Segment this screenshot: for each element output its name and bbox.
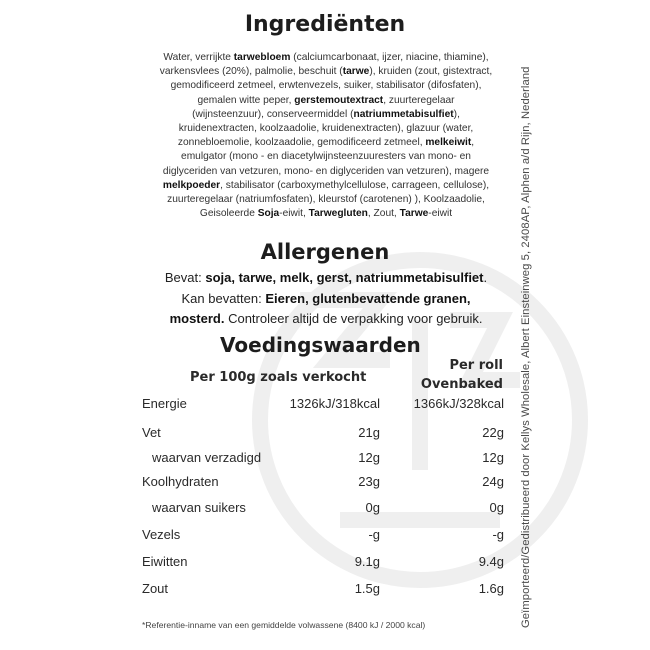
text-line: [134, 179, 518, 193]
value-per-100g: 0g: [365, 500, 380, 515]
text-line: [134, 94, 518, 108]
value-per-100g: 23g: [358, 474, 380, 489]
text-segment: (calciumcarbonaat, ijzer, niacine, thiamine),: [290, 52, 489, 63]
allergen-word: mosterd.: [169, 311, 225, 326]
nutrition-row: [0, 554, 650, 574]
nutrient-label: Energie: [142, 396, 187, 411]
allergen-word: melkpoeder: [162, 179, 221, 191]
allergens-text: [132, 268, 520, 330]
text-segment: gemodificeerd zetmeel, erwtenvezels, suiker, stabilisator (difosfaten),: [170, 80, 482, 92]
nutrition-row: [0, 500, 650, 520]
allergen-word: soja, tarwe, melk, gerst, natriummetabisulfiet: [205, 270, 484, 285]
allergen-word: Soja: [257, 208, 280, 220]
text-line: [132, 289, 520, 310]
col-header-per-100g: Per 100g zoals verkocht: [190, 370, 367, 385]
text-segment: , Zout,: [367, 208, 400, 220]
text-segment: zuurteregelaar (natriumfosfaten), kleurstof (carotenen) ), Koolzaadolie,: [167, 194, 485, 206]
text-segment: gemalen witte peper,: [197, 94, 295, 106]
allergen-word: melkeiwit: [425, 137, 472, 149]
text-line: [134, 136, 518, 150]
value-per-100g: 21g: [358, 425, 380, 440]
text-line: [134, 79, 518, 93]
text-line: [132, 268, 520, 289]
nutrition-row: [0, 581, 650, 601]
text-segment: varkensvlees (20%), palmolie, beschuit (: [159, 66, 343, 78]
ingredients-list: [134, 51, 518, 221]
nutrient-label: Koolhydraten: [142, 474, 219, 489]
value-per-100g: 1326kJ/318kcal: [289, 396, 380, 411]
text-segment: Controleer altijd de verpakking voor gebruik.: [224, 311, 483, 326]
text-segment: ), kruiden (zout, gistextract,: [369, 66, 493, 78]
text-segment: (wijnsteenzuur), conserveermiddel (: [192, 108, 354, 120]
nutrient-label: Vezels: [142, 527, 181, 542]
value-per-100g: 12g: [358, 450, 380, 465]
text-line: [134, 165, 518, 179]
value-per-roll: 1366kJ/328kcal: [413, 396, 504, 411]
nutrient-label: waarvan suikers: [152, 500, 246, 515]
allergen-word: natriummetabisulfiet: [353, 108, 454, 120]
value-per-roll: -g: [492, 527, 504, 542]
ingredients-heading: Ingrediënten: [244, 12, 406, 37]
value-per-100g: 9.1g: [354, 554, 380, 569]
text-segment: Bevat:: [164, 270, 206, 285]
value-per-roll: 22g: [482, 425, 504, 440]
value-per-100g: -g: [368, 527, 380, 542]
text-segment: , stabilisator (carboxymethylcellulose, carrageen, cellulose),: [220, 179, 490, 191]
allergen-word: gerstemoutextract: [294, 94, 384, 106]
text-line: [134, 122, 518, 136]
col-header-per-roll: [421, 356, 503, 394]
nutrient-label: waarvan verzadigd: [152, 450, 262, 465]
value-per-roll: 9.4g: [478, 554, 504, 569]
nutrition-row: [0, 396, 650, 416]
text-segment: diglyceriden van vetzuren, mono- en diglyceriden van vetzuren), magere: [162, 165, 490, 177]
text-segment: kruidenextracten, koolzaadolie, kruidenextracten), glazuur (water,: [178, 123, 474, 135]
importer-note: Geïmporteerd/Gedistribueerd door Kellys Wholesale, Albert Einsteinweg 5, 2408AP, Alphen a/d Rijn, Nederland: [520, 66, 532, 628]
nutrition-row: [0, 474, 650, 494]
nutrition-row: [0, 527, 650, 547]
allergen-word: tarwe: [342, 66, 370, 78]
nutrient-label: Vet: [142, 425, 161, 440]
allergen-word: Eieren, glutenbevattende granen,: [265, 290, 471, 306]
text-segment: ),: [453, 108, 460, 120]
text-line: [134, 150, 518, 164]
text-segment: ,: [471, 137, 475, 149]
text-segment: .: [483, 270, 488, 285]
text-line: [134, 207, 518, 221]
text-segment: Kan bevatten:: [181, 290, 266, 306]
value-per-roll: 24g: [482, 474, 504, 489]
text-segment: -eiwit: [428, 208, 453, 220]
footnote: *Referentie-inname van een gemiddelde volwassene (8400 kJ / 2000 kcal): [142, 620, 426, 630]
text-segment: -eiwit,: [279, 208, 309, 220]
value-per-100g: 1.5g: [354, 581, 380, 596]
nutrition-heading: Voedingswaarden: [220, 333, 421, 357]
text-segment: , zuurteregelaar: [383, 94, 455, 106]
allergen-word: Tarwegluten: [308, 208, 368, 220]
text-line: [134, 51, 518, 65]
nutrient-label: Zout: [142, 581, 169, 596]
nutrient-label: Eiwitten: [142, 554, 188, 569]
nutrition-row: [0, 425, 650, 445]
text-line: [134, 65, 518, 79]
value-per-roll: 0g: [489, 500, 504, 515]
allergen-word: Tarwe: [399, 208, 429, 220]
text-segment: emulgator (mono - en diacetylwijnsteenzuuresters van mono- en: [181, 151, 471, 163]
text-line: [134, 108, 518, 122]
text-line: [134, 193, 518, 207]
value-per-roll: 1.6g: [478, 581, 504, 596]
allergen-word: tarwebloem: [233, 52, 291, 63]
col-header-per-roll-line1: Per roll: [449, 358, 503, 373]
text-segment: Geisoleerde: [199, 208, 258, 220]
text-segment: Water, verrijkte: [163, 52, 234, 63]
value-per-roll: 12g: [482, 450, 504, 465]
text-segment: zonnebloemolie, koolzaadolie, gemodificeerd zetmeel,: [177, 137, 426, 149]
text-line: [132, 309, 520, 330]
nutrition-row: [0, 450, 650, 470]
allergens-heading: Allergenen: [260, 240, 390, 264]
col-header-per-roll-line2: Ovenbaked: [420, 377, 503, 392]
